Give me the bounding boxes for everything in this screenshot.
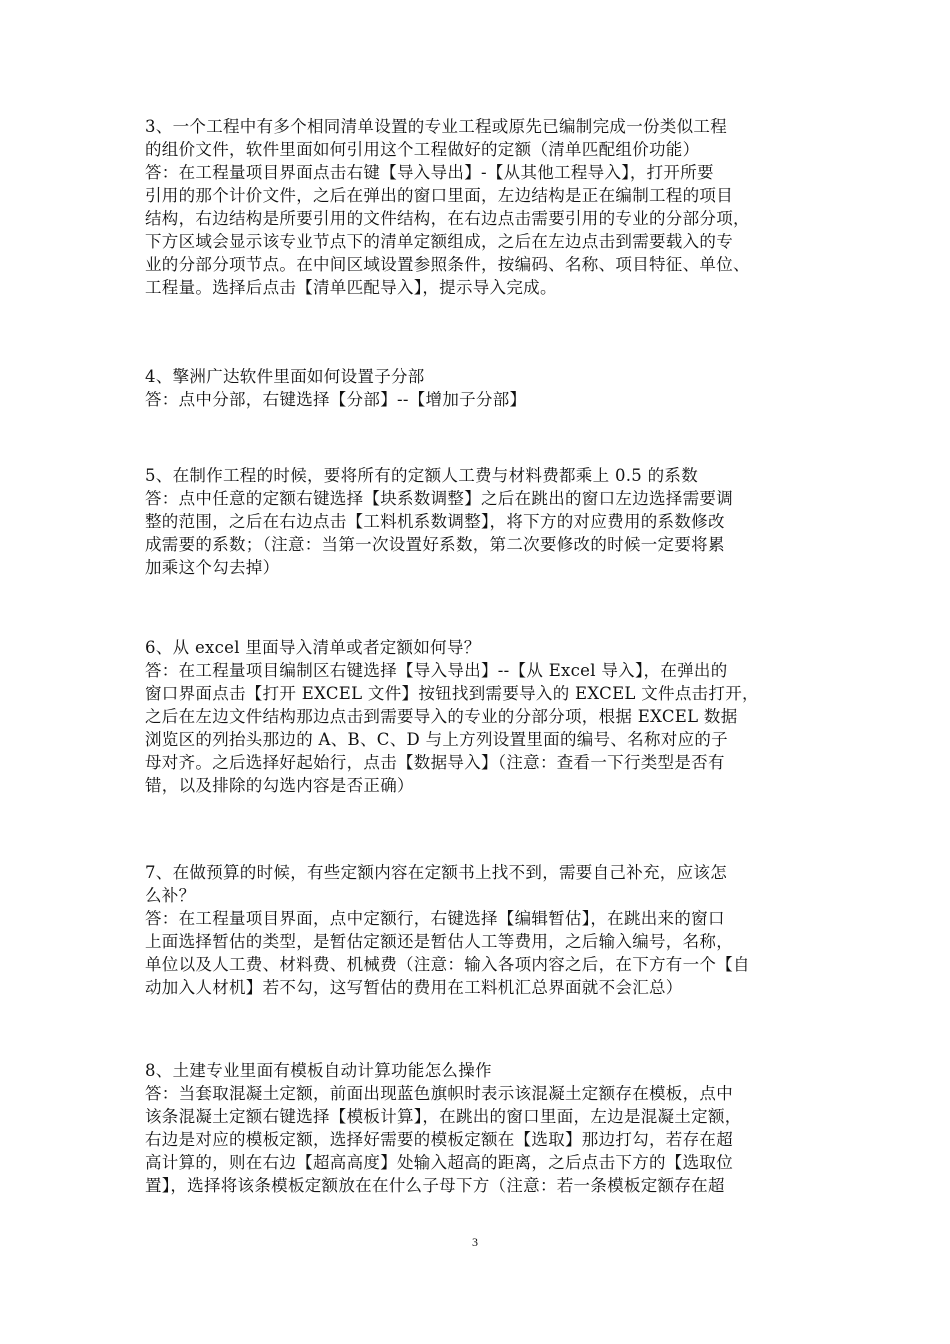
text-line: 工程量。选择后点击【清单匹配导入】，提示导入完成。 [145, 278, 557, 297]
text-line: 置】，选择将该条模板定额放在在什么子母下方（注意：若一条模板定额存在超 [145, 1176, 725, 1195]
text-line: 答：点中分部，右键选择【分部】--【增加子分部】 [145, 390, 527, 409]
text-line: 下方区域会显示该专业节点下的清单定额组成，之后在左边点击到需要载入的专 [145, 232, 733, 251]
text-line: 结构，右边结构是所要引用的文件结构，在右边点击需要引用的专业的分部分项， [145, 209, 750, 228]
text-line: 7、在做预算的时候，有些定额内容在定额书上找不到，需要自己补充，应该怎 [145, 863, 727, 882]
text-line: 该条混凝土定额右键选择【模板计算】，在跳出的窗口里面，左边是混凝土定额， [145, 1107, 742, 1126]
text-line: 的组价文件，软件里面如何引用这个工程做好的定额（清单匹配组价功能） [145, 140, 700, 159]
text-line: 加乘这个勾去掉） [145, 558, 280, 577]
text-line: 单位以及人工费、材料费、机械费（注意：输入各项内容之后，在下方有一个【自 [145, 955, 750, 974]
text-line: 3、一个工程中有多个相同清单设置的专业工程或原先已编制完成一份类似工程 [145, 117, 727, 136]
text-line: 8、土建专业里面有模板自动计算功能怎么操作 [145, 1061, 492, 1080]
question-5-block [145, 464, 810, 579]
text-line: 么补？ [145, 886, 196, 905]
text-line: 动加入人材机】若不勾，这写暂估的费用在工料机汇总界面就不会汇总） [145, 978, 683, 997]
text-line: 答：当套取混凝土定额，前面出现蓝色旗帜时表示该混凝土定额存在模板，点中 [145, 1084, 733, 1103]
text-line: 右边是对应的模板定额，选择好需要的模板定额在【选取】那边打勾，若存在超 [145, 1130, 733, 1149]
text-line: 高计算的，则在右边【超高高度】处输入超高的距离，之后点击下方的【选取位 [145, 1153, 733, 1172]
text-line: 5、在制作工程的时候，要将所有的定额人工费与材料费都乘上 0.5 的系数 [145, 466, 699, 485]
question-3-block [145, 115, 810, 299]
question-4-block [145, 365, 810, 411]
text-line: 答：在工程量项目界面点击右键【导入导出】-【从其他工程导入】，打开所要 [145, 163, 714, 182]
text-line: 浏览区的列抬头那边的 A、B、C、D 与上方列设置里面的编号、名称对应的子 [145, 730, 728, 749]
question-8-block [145, 1059, 810, 1197]
text-line: 答：在工程量项目界面，点中定额行，右键选择【编辑暂估】，在跳出来的窗口 [145, 909, 725, 928]
text-line: 之后在左边文件结构那边点击到需要导入的专业的分部分项，根据 EXCEL 数据 [145, 707, 738, 726]
text-line: 窗口界面点击【打开 EXCEL 文件】按钮找到需要导入的 EXCEL 文件点击打开， [145, 684, 759, 703]
text-line: 母对齐。之后选择好起始行，点击【数据导入】（注意：查看一下行类型是否有 [145, 753, 725, 772]
text-line: 答：在工程量项目编制区右键选择【导入导出】--【从 Excel 导入】，在弹出的 [145, 661, 728, 680]
text-line: 4、擎洲广达软件里面如何设置子分部 [145, 367, 425, 386]
question-7-block [145, 861, 810, 999]
text-line: 引用的那个计价文件，之后在弹出的窗口里面，左边结构是正在编制工程的项目 [145, 186, 733, 205]
text-line: 成需要的系数；（注意：当第一次设置好系数，第二次要修改的时候一定要将累 [145, 535, 725, 554]
text-line: 业的分部分项节点。在中间区域设置参照条件，按编码、名称、项目特征、单位、 [145, 255, 750, 274]
text-line: 上面选择暂估的类型，是暂估定额还是暂估人工等费用，之后输入编号，名称， [145, 932, 733, 951]
text-line: 错，以及排除的勾选内容是否正确） [145, 776, 414, 795]
text-line: 6、从 excel 里面导入清单或者定额如何导？ [145, 638, 481, 657]
page-number: 3 [472, 1235, 478, 1249]
text-line: 整的范围，之后在右边点击【工料机系数调整】，将下方的对应费用的系数修改 [145, 512, 725, 531]
question-6-block [145, 636, 810, 797]
text-line: 答：点中任意的定额右键选择【块系数调整】之后在跳出的窗口左边选择需要调 [145, 489, 733, 508]
